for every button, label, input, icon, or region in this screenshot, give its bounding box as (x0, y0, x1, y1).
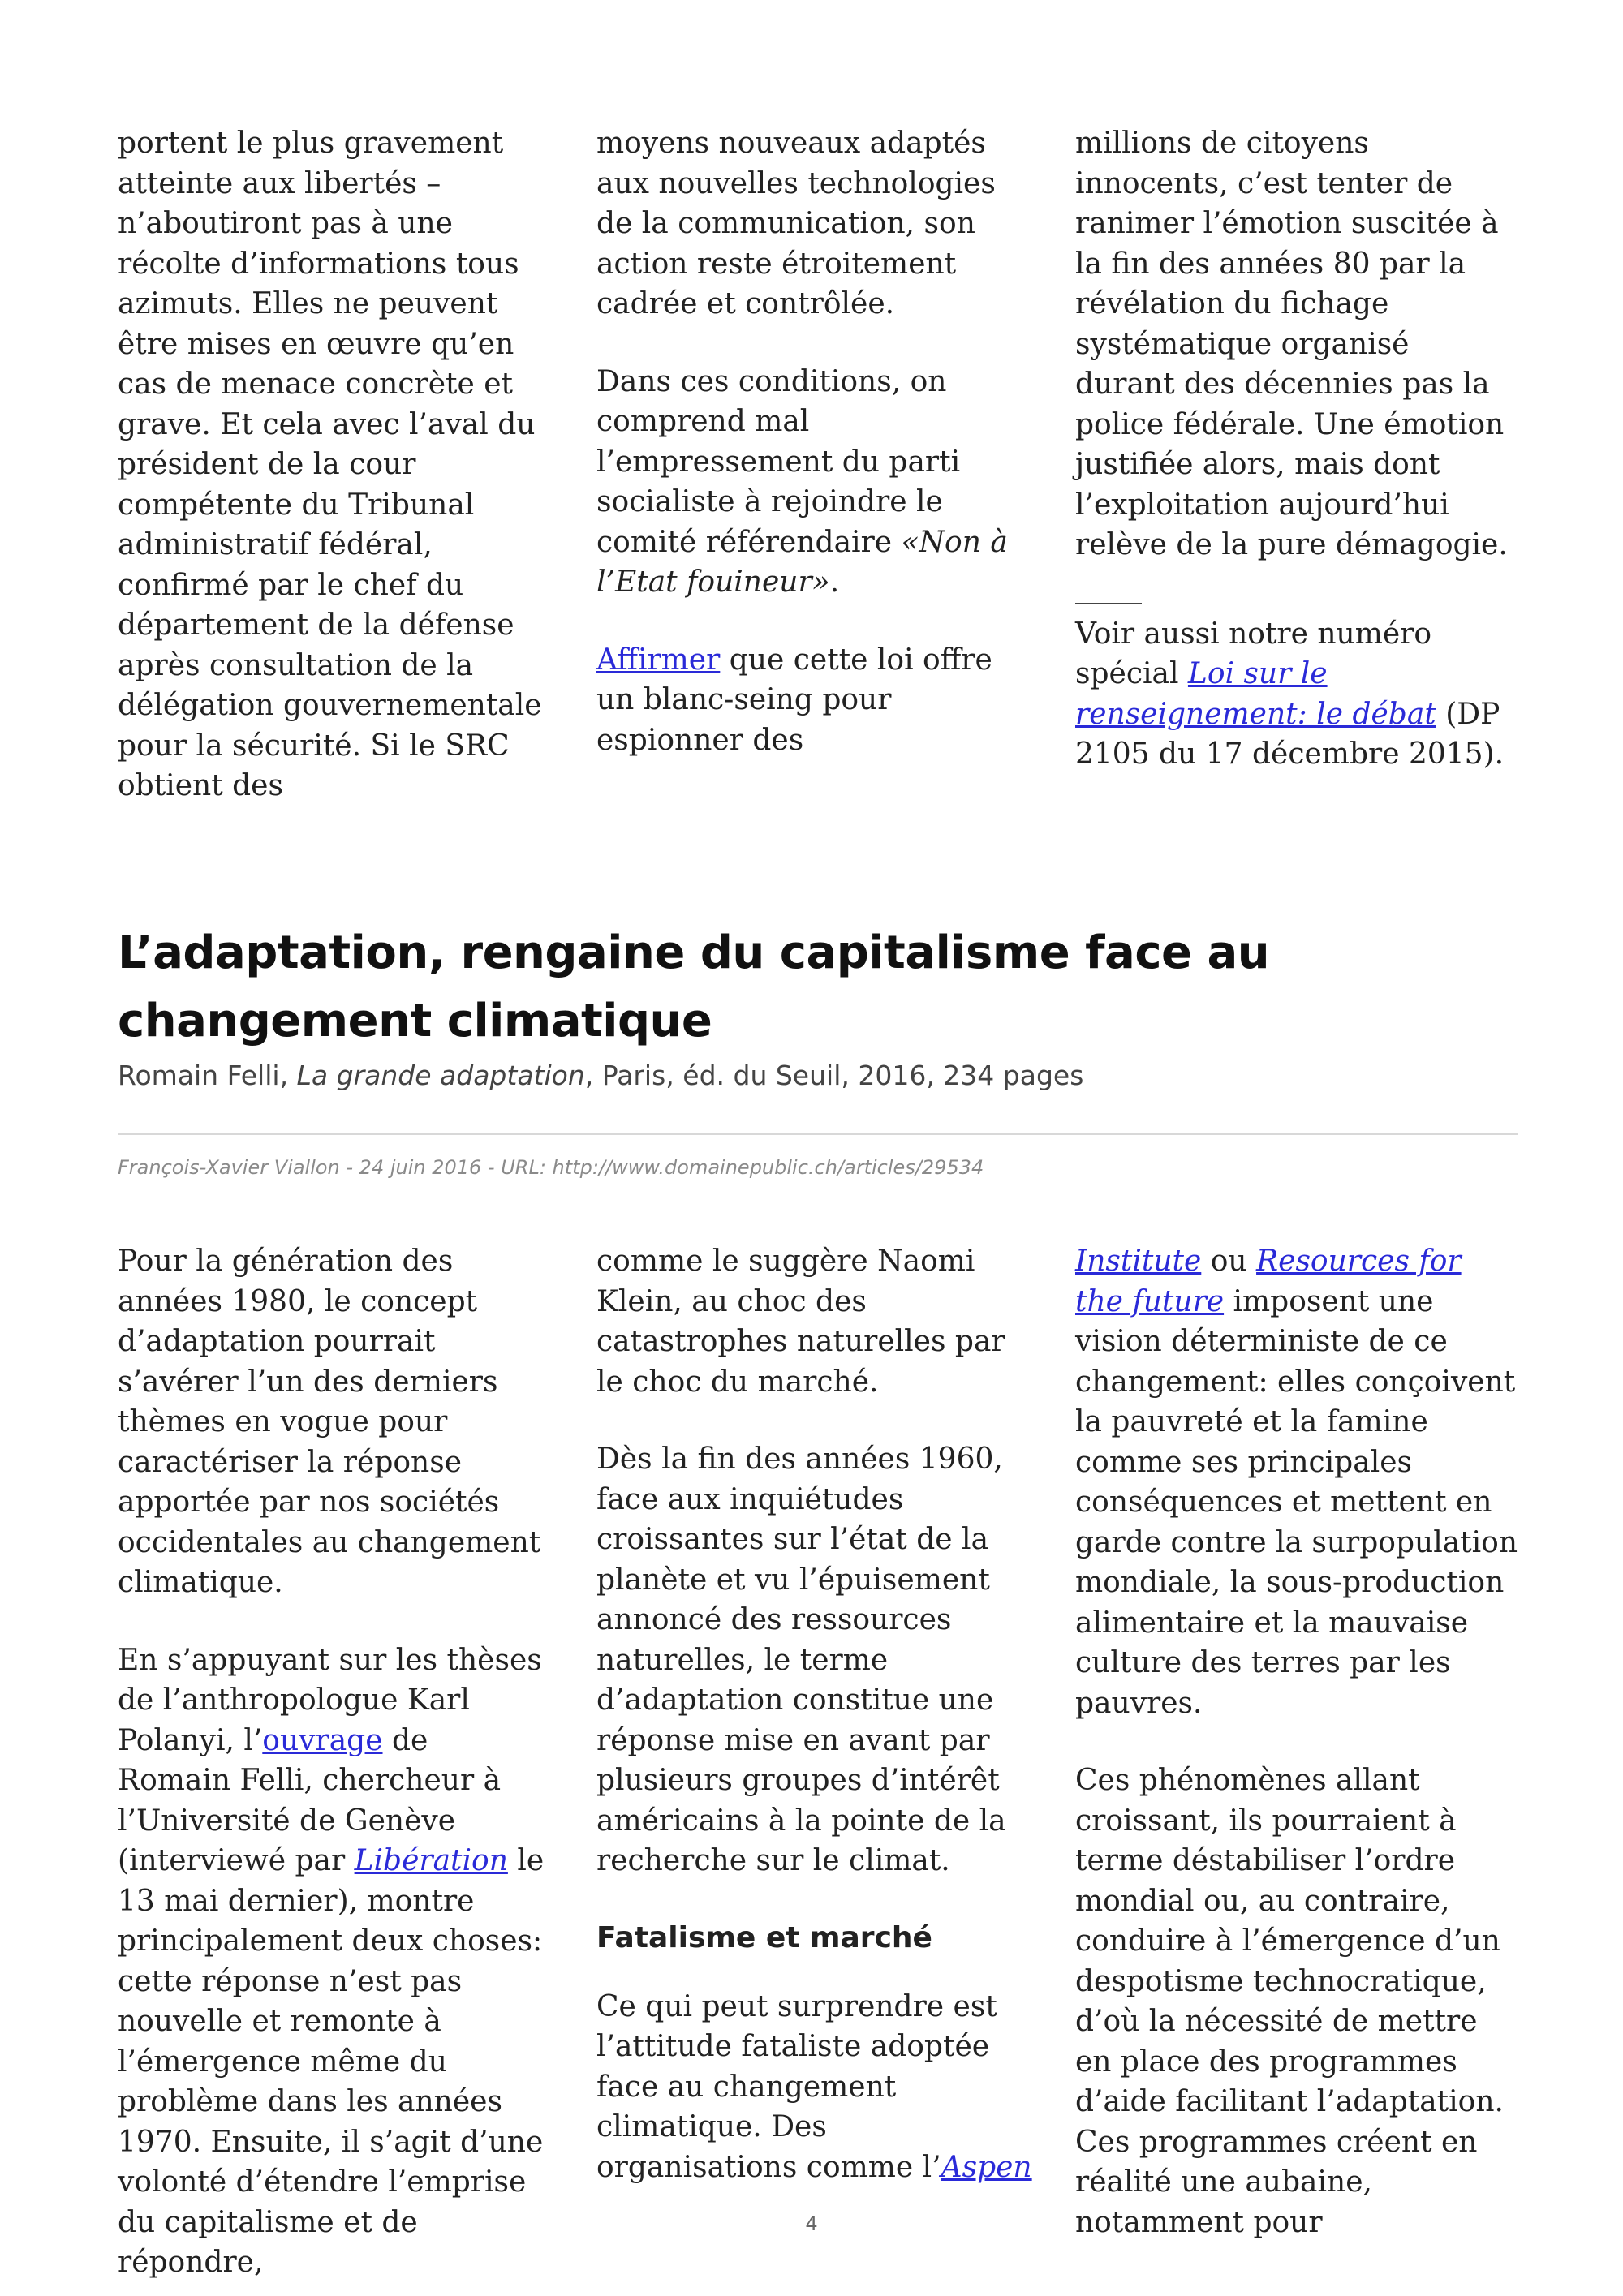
paragraph (596, 1987, 1035, 2188)
paragraph-text: le 13 mai dernier), montre principalement deux choses: cette réponse n’est pas nouvelle et remonte à l’émergence même du problème dans les années 1970. Ensuite, il s’agit d’une volonté d’étendre l’emprise du capitalisme et de répondre, (118, 1844, 545, 2279)
paragraph-text: de Romain Felli, chercheur à l’Université de Genève (interviewé par (118, 1723, 502, 1877)
paragraph-text: Dans ces conditions, on comprend mal l’empressement du parti socialiste à rejoindre le comité référendaire (596, 364, 961, 559)
link-liberation[interactable]: Libération (354, 1844, 508, 1877)
paragraph: portent le plus gravement atteinte aux libertés – n’aboutiront pas à une récolte d’informations tous azimuts. Elles ne peuvent être mises en œuvre qu’en cas de menace concrète et grave. Et cela avec l’aval du président de la cour compétente du Tribunal administratif fédéral, confirmé par le chef du département de la défense après consultation de la délégation gouvernementale pour la sécurité. Si le SRC obtient des (118, 127, 542, 802)
header-divider (118, 1133, 1518, 1135)
paragraph: moyens nouveaux adaptés aux nouvelles technologies de la communication, son action reste étroitement cadrée et contrôlée. (596, 127, 996, 320)
link-affirmer[interactable]: Affirmer (596, 643, 721, 677)
link-aspen[interactable]: Aspen (941, 2150, 1032, 2184)
paragraph (118, 1640, 548, 2283)
book-details: , Paris, éd. du Seuil, 2016, 234 pages (584, 1060, 1084, 1091)
body-column-1 (118, 1241, 548, 2283)
link-special-issue[interactable]: Loi sur le renseignement: le débat (1075, 657, 1436, 731)
paragraph-text: que cette loi offre un blanc-seing pour espionner des (596, 643, 992, 757)
article-subtitle (118, 1058, 1522, 1094)
link-aspen-institute[interactable]: Institute (1075, 1245, 1202, 1278)
page-number: 4 (805, 2212, 818, 2235)
footnote-divider (1075, 603, 1142, 604)
paragraph: millions de citoyens innocents, c’est tenter de ranimer l’émotion suscitée à la fin des années 80 par la révélation du fichage systématique organisé durant des décennies pas la police fédérale. Une émotion justifiée alors, mais dont l’exploitation aujourd’hui relève de la pure démagogie. (1075, 127, 1508, 561)
paragraph-text: . (829, 565, 840, 599)
top-column-3 (1075, 123, 1518, 775)
footnote (1075, 614, 1518, 775)
link-ouvrage[interactable]: ouvrage (262, 1723, 383, 1757)
italic-quote: «Non à l’Etat fouineur» (596, 525, 1008, 599)
article-meta: François-Xavier Viallon - 24 juin 2016 - URL: http://www.domainepublic.ch/articles/29534 (118, 1156, 984, 1179)
paragraph (596, 640, 1035, 761)
book-author: Romain Felli, (118, 1060, 297, 1091)
top-column-1 (118, 123, 548, 806)
paragraph: Dès la fin des années 1960, face aux inquiétudes croissantes sur l’état de la planète et vu l’épuisement annoncé des ressources naturelles, le terme d’adaptation constitue une réponse mise en avant par plusieurs groupes d’intérêt américains à la pointe de la recherche sur le climat. (596, 1443, 1006, 1877)
footnote-text: Voir aussi notre numéro spécial (1075, 617, 1432, 690)
paragraph-text: imposent une vision déterministe de ce changement: elles conçoivent la pauvreté et la famine comme ses principales conséquences et mettent en garde contre la surpopulation mondiale, la sous-production alimentaire et la mauvaise culture des terres par les pauvres. (1075, 1284, 1518, 1720)
section-subheading: Fatalisme et marché (596, 1920, 932, 1954)
body-column-3 (1075, 1241, 1518, 2242)
footnote-text: (DP 2105 du 17 décembre 2015). (1075, 697, 1505, 771)
paragraph-text: En s’appuyant sur les thèses de l’anthropologue Karl Polanyi, l’ (118, 1643, 542, 1757)
body-column-2 (596, 1241, 1035, 2187)
paragraph (596, 362, 1035, 603)
book-title: La grande adaptation (296, 1060, 585, 1091)
link-resources-for-the-future[interactable]: Resources for the future (1075, 1245, 1462, 1318)
paragraph: Ces phénomènes allant croissant, ils pourraient à terme déstabiliser l’ordre mondial ou, au contraire, conduire à l’émergence d’un despotisme technocratique, d’où la nécessité de mettre en place des programmes d’aide facilitant l’adaptation. Ces programmes créent en réalité une aubaine, notamment pour (1075, 1764, 1504, 2239)
paragraph: comme le suggère Naomi Klein, au choc des catastrophes naturelles par le choc du marché. (596, 1245, 1005, 1399)
paragraph-text: ou (1201, 1245, 1257, 1278)
article-title: L’adaptation, rengaine du capitalisme face au changement climatique (118, 927, 1270, 1047)
paragraph: Pour la génération des années 1980, le concept d’adaptation pourrait s’avérer l’un des derniers thèmes en vogue pour caractériser la réponse apportée par nos sociétés occidentales au changement climatique. (118, 1245, 541, 1599)
paragraph-text: Ce qui peut surprendre est l’attitude fataliste adoptée face au changement climatique. Des organisations comme l’ (596, 1989, 997, 2184)
paragraph (1075, 1241, 1518, 1723)
top-column-2 (596, 123, 1035, 760)
